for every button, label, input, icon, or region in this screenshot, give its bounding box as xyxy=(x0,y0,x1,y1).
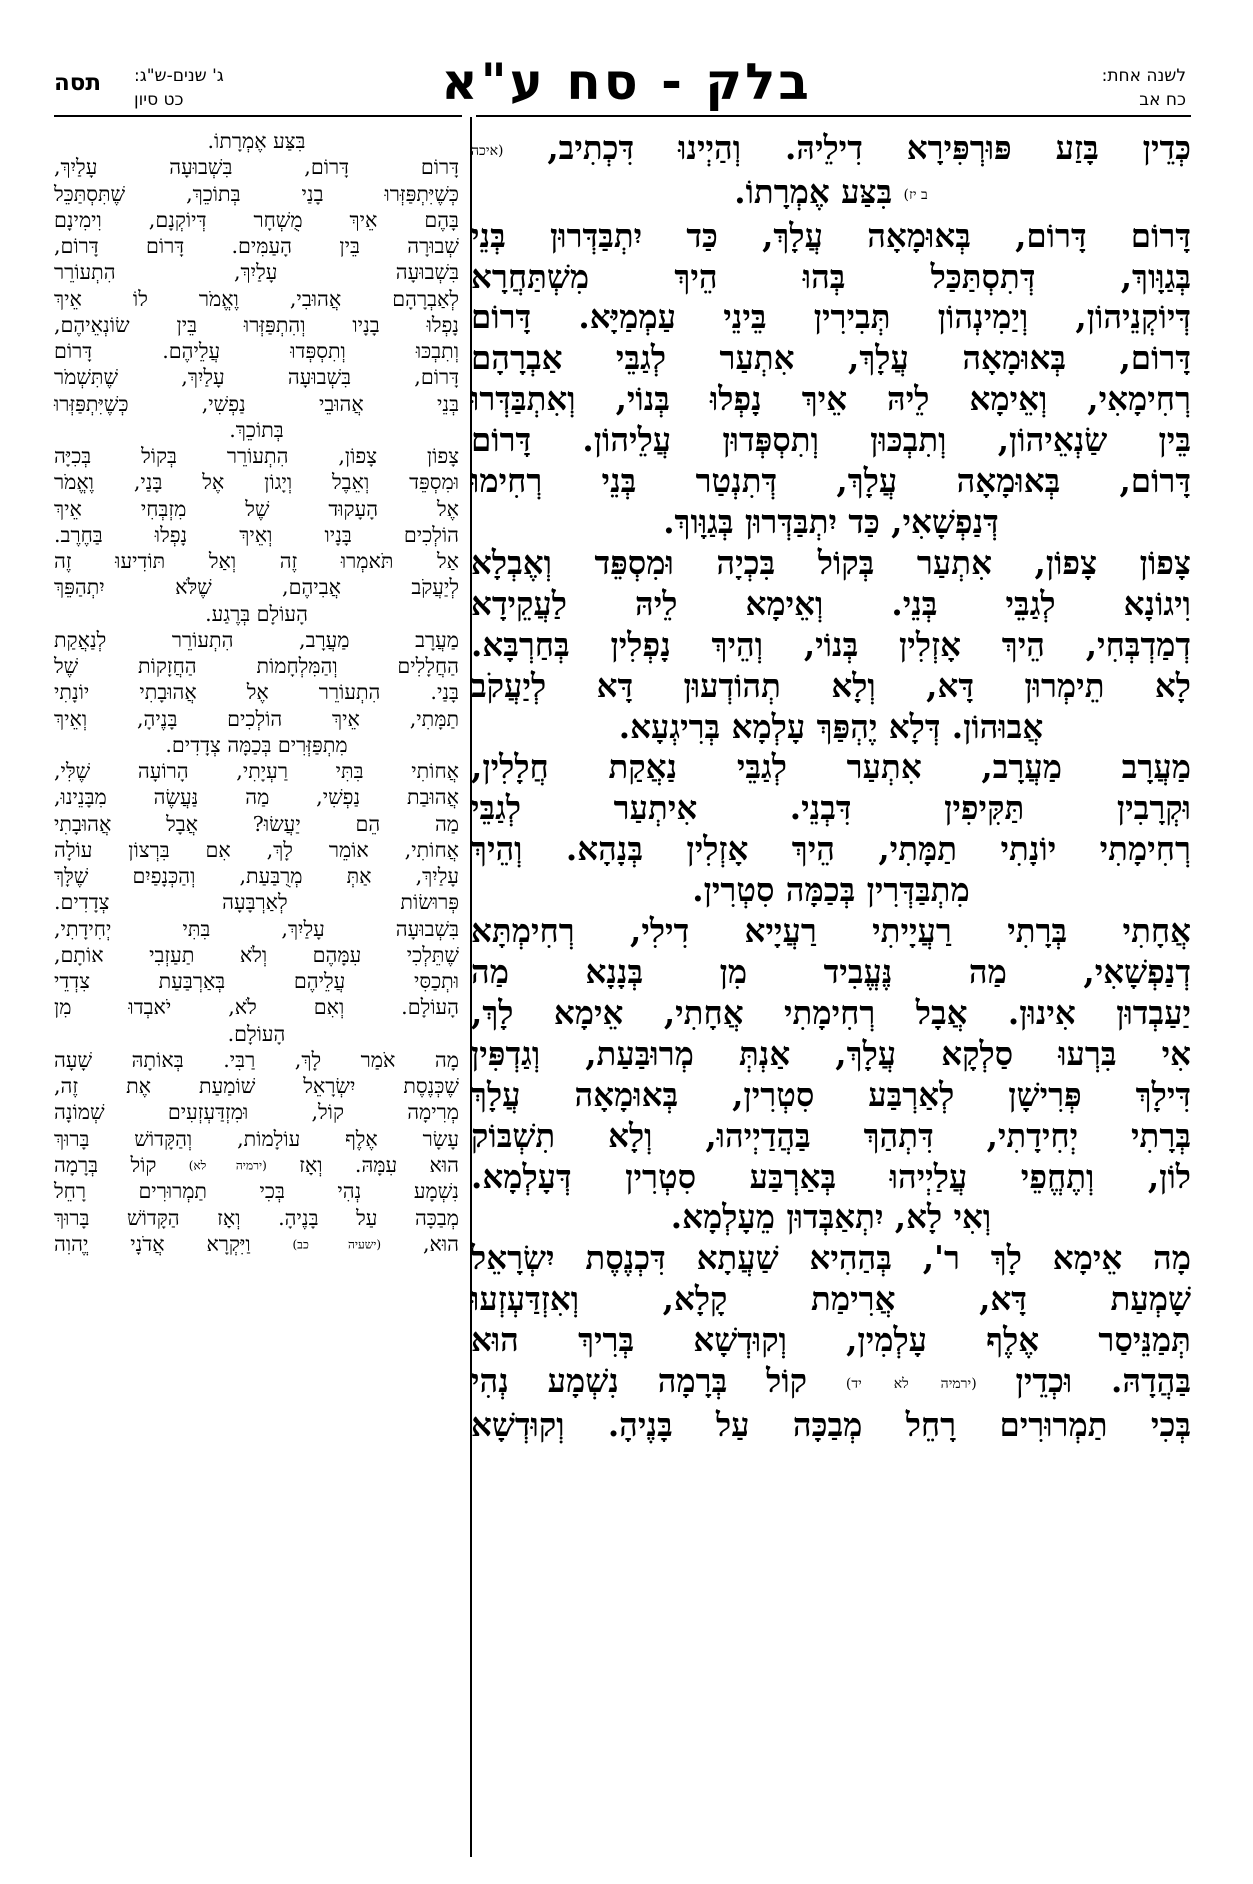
text-line: בְּרָתִי יְחִידָתִי, דִּתְהַךְ בַּהֲדַיְיהוּ, וְלָא תִשְׁבּוֹק xyxy=(471,1115,1191,1155)
text-line: דָּרוֹם, בְּאוּמָאָה עֲלָךְ, דְּתִנְטַר בְּנֵי רְחִימוּ xyxy=(471,461,1191,501)
text-line: אֶל הָעָקוּד שֶׁל מִזְבְּחִי אֵיךְ xyxy=(54,496,459,521)
text-line: וּמִסְפֵּד וְאֵבֶל וְיָגוֹן אֶל בָּנַי, וֶאֱמֹר xyxy=(54,470,459,495)
text-line: אַל תֹּאמְרוּ זֶה וְאַל תּוֹדִיעוּ זֶה xyxy=(54,549,459,573)
text-line: וְתִבְכּוּ וְתִסְפְּדוּ עֲלֵיהֶם. דָּרוֹם xyxy=(54,339,459,363)
schedule-three-years-date: כט סיון xyxy=(134,90,184,110)
text-span: הוּא, xyxy=(381,1231,459,1256)
text-line: דְמַדְבְּחִי, הֵיךְ אָזְלִין בְּנוֹי, וְהֵיךְ נָפְלִין בְּחַרְבָּא. xyxy=(471,624,1191,664)
text-line: בִּשְׁבוּעָה עָלַיִךְ, הִתְעוֹרֵר xyxy=(54,260,459,285)
text-line: לָא תֵימְרוּן דָּא, וְלָא תְהוֹדְעוּן דָּא לְיַעֲקֹב xyxy=(471,665,1191,705)
text-line xyxy=(471,128,1191,172)
text-line: לוֹן, וְתֶחֱפֵי עֲלַיְיהוּ בְּאַרְבַּע סִטְרִין דְּעָלְמָא. xyxy=(471,1156,1191,1196)
page-number: תסה xyxy=(54,70,102,96)
paragraph-lead-line: מָה אֵימָא לָךְ ר', בְּהַהִיא שַׁעֲתָא דִּכְנֶסֶת יִשְׂרָאֵל xyxy=(471,1238,1191,1278)
text-line xyxy=(471,172,1191,216)
text-line: רְחִימָתִי יוֹנָתִי תַמָּתִי, הֵיךְ אָזְלִין בְּנָהָא. וְהֵיךְ xyxy=(471,829,1191,869)
text-line xyxy=(471,1361,1191,1405)
text-line: מִתְבַּדְּרִין בְּכַמָּה סִטְרִין. xyxy=(692,870,970,910)
text-line: הָעוֹלָם בְּרֶגַע. xyxy=(205,601,308,626)
paragraph-lead-line: צָפוֹן צָפוֹן, אִתְעַר בְּקוֹל בִּכְיָה וּמִסְפֵּד וְאֶבְלָא xyxy=(471,542,1191,582)
text-line: שֶׁכְּנֶסֶת יִשְׂרָאֵל שׁוֹמַעַת אֶת זֶה, xyxy=(54,1074,459,1098)
text-line: וּתְכַסִּי עֲלֵיהֶם בְּאַרְבַּעַת צִדְדֵי xyxy=(54,969,459,993)
text-line: נִשְׁמָע נְהִי בְּכִי תַמְרוּרִים רָחֵל xyxy=(54,1179,459,1204)
schedule-three-years-label: ג' שנים-ש"ג: xyxy=(134,66,224,86)
paragraph-lead-line: צָפוֹן צָפוֹן, הִתְעוֹרֵר בְּקוֹל בְּכִיָּה xyxy=(54,444,459,468)
paragraph-lead-line: אֲחָתִי בְּרָתִי רַעֲיָיתִי רַעֲיָיא דִילִי, רְחִימְתָּא xyxy=(471,911,1191,951)
main-text-column xyxy=(471,128,1191,1446)
text-line: יַעַבְדוּן אִינוּן. אֲבָל רְחִימָתִי אֲחָתִי, אֵימָא לָךְ, xyxy=(471,992,1191,1032)
text-span: בַּהֲדָהּ. וּכְדֵין xyxy=(976,1361,1192,1401)
text-span: הוּא עִמָּהּ. וְאָז xyxy=(266,1152,460,1177)
page-title: בלק - סח ע"א xyxy=(441,53,812,111)
text-line: בְּתוֹכֵךְ. xyxy=(229,417,284,442)
text-line: מַה הֵם יַעֲשׂוּ? אֲבָל אֲהוּבָתִי xyxy=(54,811,459,836)
text-line: הָעוֹלָם. וְאִם לֹא, יֹאבְדוּ מִן xyxy=(54,995,459,1020)
text-line: אִי בִּרְעוּ סַלְקָא עֲלָךְ, אַנְתְּ מְרוּבַּעַת, וְגַדְפִּין xyxy=(471,1033,1191,1073)
source-reference: (ישעיה כב) xyxy=(292,1237,382,1252)
source-reference: (ירמיה לא יד) xyxy=(845,1375,977,1392)
paragraph-lead-line: דָּרוֹם דָּרוֹם, בְּאוּמָאָה עֲלָךְ, כַּד יִתְבַּדְּרוּן בְּנֵי xyxy=(471,215,1191,255)
text-line: מִתְפַּזְּרִים בְּכַמָּה צְדָדִים. xyxy=(165,732,348,757)
text-line: פְּרוּשׂוֹת לְאַרְבָּעָה צְדָדִים. xyxy=(54,890,459,915)
text-line: בְּכִי תַמְרוּרִים רָחֵל מְבַכָּה עַל בָּנֶיהָ. וְקוּדְשָׁא xyxy=(471,1404,1191,1444)
schedule-one-year-label: לשנה אחת: xyxy=(1101,66,1186,86)
text-line: וְאִי לָא, יִתְאַבְּדוּן מֵעָלְמָא. xyxy=(670,1197,992,1237)
text-line: לְאַבְרָהָם אֲהוּבִי, וֶאֱמֹר לוֹ אֵיךְ xyxy=(54,286,459,311)
text-line: נָפְלוּ בָנָיו וְהִתְפַּזְּרוּ בֵּין שׂוֹנְאֵיהֶם, xyxy=(54,312,459,337)
source-reference: ב יז) xyxy=(903,186,928,203)
text-span: קוֹל בְּרָמָה נִשְׁמָע נְהִי xyxy=(471,1361,846,1401)
text-line xyxy=(54,1152,459,1179)
text-line: עָשָׂר אֶלֶף עוֹלָמוֹת, וְהַקָּדוֹשׁ בָּרוּךְ xyxy=(54,1126,459,1151)
text-line: וּקְרָבִין תַּקִּיפִין דִּבְנֵי. אִיתְעַר לְגַבֵּי xyxy=(471,788,1191,828)
text-line: וִיגוֹנָא לְגַבֵּי בְּנֵי. וְאֵימָא לֵיהּ לַעֲקֵידָא xyxy=(471,583,1191,623)
text-line: דְנַפְשָׁאִי, מַה נֶּעֱבִיד מִן בְּנָנָא מַה xyxy=(471,951,1191,991)
text-line: לְיַעֲקֹב אֲבִיהֶם, שֶׁלֹּא יִתְהַפֵּךְ xyxy=(54,575,459,600)
schedule-one-year-date: כח אב xyxy=(1139,90,1186,110)
paragraph-lead-line: דָּרוֹם דָּרוֹם, בִּשְׁבוּעָה עָלַיִךְ, xyxy=(54,155,459,180)
paragraph-lead-line: אֲחוֹתִי בִּתִּי רַעְיָתִי, הָרוֹעָה שֶׁלִּי, xyxy=(54,759,459,783)
text-line: בִּצַּע אֶמְרָתוֹ. xyxy=(207,129,306,153)
text-line: דְּנַפְשָׁאִי, כַּד יִתְבַּדְּרוּן בְּגַוָּוךְ. xyxy=(663,502,999,541)
text-span: וַיִּקְרָא אֲדֹנָי יֱהוִה xyxy=(54,1231,293,1256)
text-line: אֲהוּבַת נַפְשִׁי, מַה נַּעֲשֶׂה מִבָּנֵינוּ, xyxy=(54,785,459,810)
text-line: בָּהֶם אֵיךְ מֻשְׁחָר דְּיוֹקְנָם, וִימִינָם xyxy=(54,207,459,232)
text-line: שְׁבוּרָה בֵּין הָעַמִּים. דָּרוֹם דָּרוֹם, xyxy=(54,234,459,258)
text-line: בִּשְׁבוּעָה עָלַיִךְ, בִּתִּי יְחִידָתִי, xyxy=(54,916,459,941)
text-line: שָׁמְעַת דָּא, אֲרִימַת קָלָא, וְאִזְדַּעְזְעוּ xyxy=(471,1279,1191,1319)
text-line: בְּנֵי אֲהוּבֵי נַפְשִׁי, כְּשֶׁיִּתְפַּזְּרוּ xyxy=(54,391,459,416)
text-line: דָּרוֹם, בִּשְׁבוּעָה עָלַיִךְ, שֶׁתִּשְׁמֹר xyxy=(54,365,459,390)
text-span: כְּדֵין בָּזַע פּוּרְפִּירָא דִילֵיהּ. וְהַיְינוּ דִּכְתִיב, xyxy=(503,128,1191,167)
header-rule-left xyxy=(54,115,462,117)
paragraph-lead-line: מַעֲרָב מַעֲרָב, אִתְעַר לְגַבֵּי נַאֲקַת חֲלָלִין, xyxy=(471,747,1191,787)
text-span: בִּצַּע אֶמְרָתוֹ. xyxy=(734,171,904,211)
text-line: כְּשֶׁיִּתְפַּזְּרוּ בָנַי בְּתוֹכֵךְ, שֶׁתִּסְתַּכֵּל xyxy=(54,181,459,206)
text-line: רְחִימָאִי, וְאֵימָא לֵיהּ אֵיךְ נָפְלוּ בְּנוֹי, וְאִתְבַּדְּרוּ xyxy=(471,379,1191,419)
text-line: הָעוֹלָם. xyxy=(227,1021,286,1046)
text-line: מְרִימָה קוֹל, וּמִזְדַּעְזְעִים שְׁמוֹנָה xyxy=(54,1100,459,1125)
text-line: אֲחוֹתִי, אוֹמֵר לָךְ, אִם בִּרְצוֹן עוֹלָה xyxy=(54,837,459,862)
text-line: הוֹלְכִים בָּנָיו וְאֵיךְ נָפְלוּ בַּחֶרֶב. xyxy=(54,522,459,547)
text-line: בָּנַי. הִתְעוֹרֵר אֶל אֲהוּבָתִי יוֹנָתִי xyxy=(54,680,459,705)
text-line: בְּגַוָּוךְ, דְּתִסְתַּכַּל בְּהוּ הֵיךְ מִשְׁתַּחֲרָא xyxy=(471,256,1191,296)
text-line xyxy=(54,1231,459,1258)
source-reference: (איכה xyxy=(471,142,504,159)
text-line: מְבַכָּה עַל בָּנֶיהָ. וְאָז הַקָּדוֹשׁ בָּרוּךְ xyxy=(54,1205,459,1230)
text-line: תַמָּתִי, אֵיךְ הוֹלְכִים בָּנֶיהָ, וְאֵיךְ xyxy=(54,706,459,731)
text-line: דְּיוֹקְנֵיהוֹן, וְיַמִינְהוֹן תְּבִירִין בֵּינֵי עַמְמַיָּא. דָּרוֹם xyxy=(471,297,1191,337)
source-reference: (ירמיה לא) xyxy=(188,1158,267,1173)
text-line: בֵּין שַׂנְאֵיהוֹן, וְתִבְכּוּן וְתִסְפְּדוּן עֲלֵיהוֹן. דָּרוֹם xyxy=(471,420,1191,460)
text-line: דָּרוֹם, בְּאוּמָאָה עֲלָךְ, אִתְעַר לְגַבֵּי אַבְרָהָם xyxy=(471,338,1191,378)
text-line: הַחֲלָלִים וְהַמִּלְחָמוֹת הַחֲזָקוֹת שֶׁל xyxy=(54,654,459,678)
text-line: עָלַיִךְ, אַתְּ מְרֻבַּעַת, וְהַכְּנָפַיִם שֶׁלָּךְ xyxy=(54,864,459,888)
text-line: דִּילָךְ פְּרִישָׁן לְאַרְבַּע סִטְרִין, בְּאוּמָאָה עֲלָךְ xyxy=(471,1074,1191,1114)
paragraph-lead-line: מַעֲרָב מַעֲרָב, הִתְעוֹרֵר לְנַאֲקַת xyxy=(54,627,459,652)
text-span: קוֹל בְּרָמָה xyxy=(54,1152,189,1177)
text-line: תְּמַנֵּיסַר אֶלֶף עָלְמִין, וְקוּדְשָׁא בְּרִיךְ הוּא xyxy=(471,1320,1191,1360)
translation-column xyxy=(54,128,459,1258)
text-line: אֲבוּהוֹן. דְּלָא יֶהְפַּךְ עָלְמָא בְּרִיגְעָא. xyxy=(618,706,1044,746)
paragraph-lead-line: מָה אֹמַר לָךְ, רַבִּי. בְּאוֹתָהּ שָׁעָה xyxy=(54,1047,459,1072)
header-rule-right xyxy=(476,115,1191,117)
text-line: שֶׁתֵּלְכִי עִמָּהֶם וְלֹא תַעַזְבִי אוֹתָם, xyxy=(54,942,459,967)
